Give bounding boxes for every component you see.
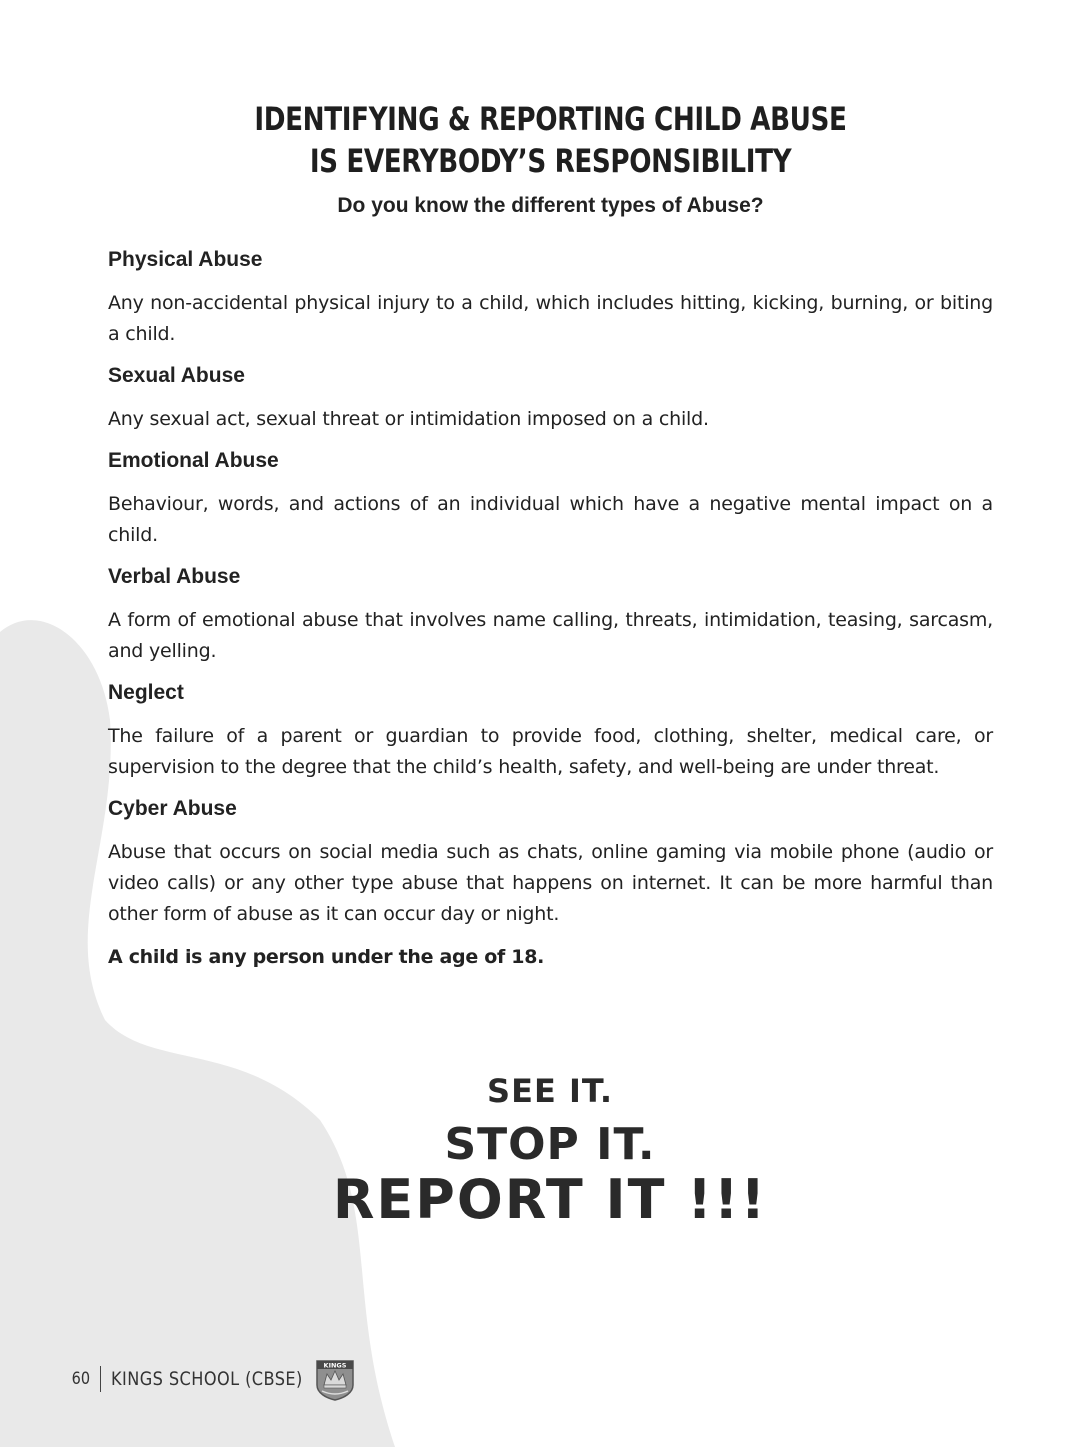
section-emotional-abuse bbox=[108, 447, 993, 551]
page-title bbox=[188, 98, 914, 182]
page-title-line-1: IDENTIFYING & REPORTING CHILD ABUSE bbox=[254, 100, 847, 138]
school-crest-icon bbox=[314, 1357, 356, 1401]
section-heading: Emotional Abuse bbox=[108, 449, 279, 472]
page-subtitle: Do you know the different types of Abuse? bbox=[337, 194, 764, 217]
abuse-types-list bbox=[108, 246, 993, 973]
slogan-report-it: REPORT IT !!! bbox=[332, 1168, 768, 1231]
footer-divider bbox=[100, 1366, 101, 1392]
section-heading: Neglect bbox=[108, 681, 184, 704]
section-body: Any non-accidental physical injury to a child, which includes hitting, kicking, burning, or biting a child. bbox=[108, 292, 993, 345]
section-heading: Verbal Abuse bbox=[108, 565, 241, 588]
section-body: A form of emotional abuse that involves name calling, threats, intimidation, teasing, sarcasm, and yelling. bbox=[108, 609, 993, 662]
section-body: Behaviour, words, and actions of an individual which have a negative mental impact on a child. bbox=[108, 493, 993, 546]
main-content bbox=[108, 98, 993, 973]
section-heading: Sexual Abuse bbox=[108, 364, 245, 387]
slogan-see-it: SEE IT. bbox=[487, 1072, 613, 1110]
section-verbal-abuse bbox=[108, 563, 993, 667]
page-title-line-2: IS EVERYBODY’S RESPONSIBILITY bbox=[309, 142, 792, 180]
section-body: Abuse that occurs on social media such as chats, online gaming via mobile phone (audio or video calls) or any other type abuse that happens on internet. It can be more harmful than other form of abuse as it can occur day or night. bbox=[108, 841, 993, 925]
section-body: The failure of a parent or guardian to provide food, clothing, shelter, medical care, or supervision to the degree that the child’s health, safety, and well-being are under threat. bbox=[108, 725, 993, 778]
section-heading: Physical Abuse bbox=[108, 248, 263, 271]
page-number: 60 bbox=[71, 1369, 91, 1389]
logo-text: KINGS bbox=[323, 1361, 347, 1370]
school-name: KINGS SCHOOL (CBSE) bbox=[110, 1368, 303, 1390]
section-sexual-abuse bbox=[108, 362, 993, 435]
section-body: Any sexual act, sexual threat or intimidation imposed on a child. bbox=[108, 408, 709, 430]
page-footer bbox=[70, 1357, 356, 1401]
section-physical-abuse bbox=[108, 246, 993, 350]
age-note: A child is any person under the age of 18. bbox=[108, 946, 545, 968]
section-heading: Cyber Abuse bbox=[108, 797, 237, 820]
section-cyber-abuse bbox=[108, 795, 993, 930]
section-neglect bbox=[108, 679, 993, 783]
slogan-stop-it: STOP IT. bbox=[444, 1119, 656, 1170]
